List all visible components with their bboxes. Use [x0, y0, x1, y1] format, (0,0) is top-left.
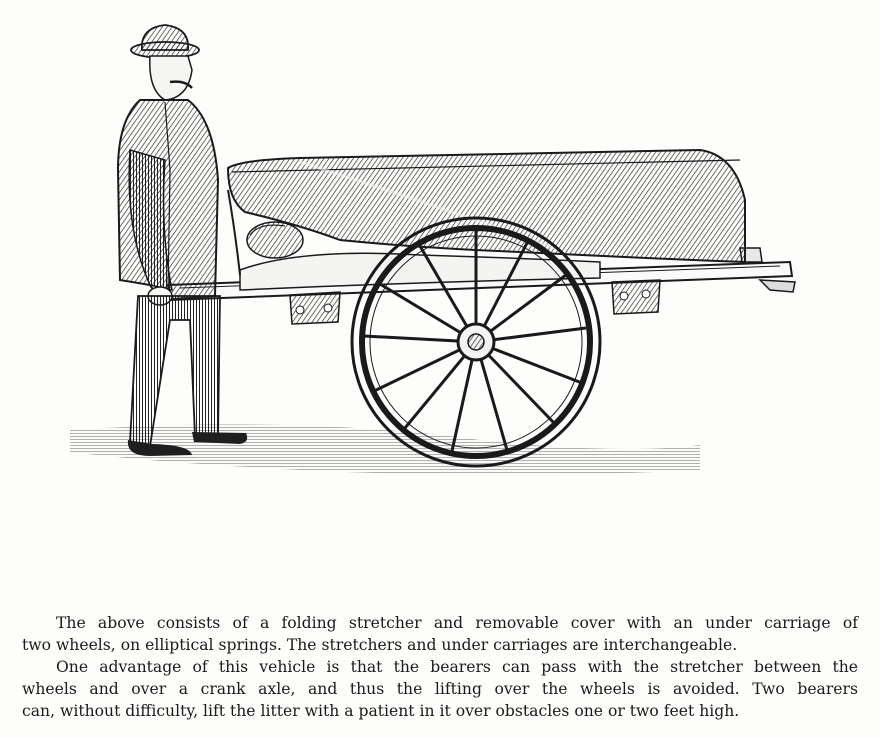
wheel: [352, 218, 600, 466]
caption-line-3: One advantage of this vehicle is that the bearers can pass with the stretcher between the: [56, 658, 858, 676]
caption-line-4: wheels and over a crank axle, and thus the lifting over the wheels is avoided. Two bearers: [22, 680, 858, 698]
caption-line-1: The above consists of a folding stretcher and removable cover with an under carriage of: [56, 614, 858, 632]
caption-line-5: can, without difficulty, lift the litter with a patient in it over obstacles one or two feet high.: [22, 702, 740, 720]
bearer-man: [118, 25, 247, 456]
caption: [22, 612, 858, 722]
caption-line-2: two wheels, on elliptical springs. The stretchers and under carriages are interchangeable.: [22, 636, 738, 654]
